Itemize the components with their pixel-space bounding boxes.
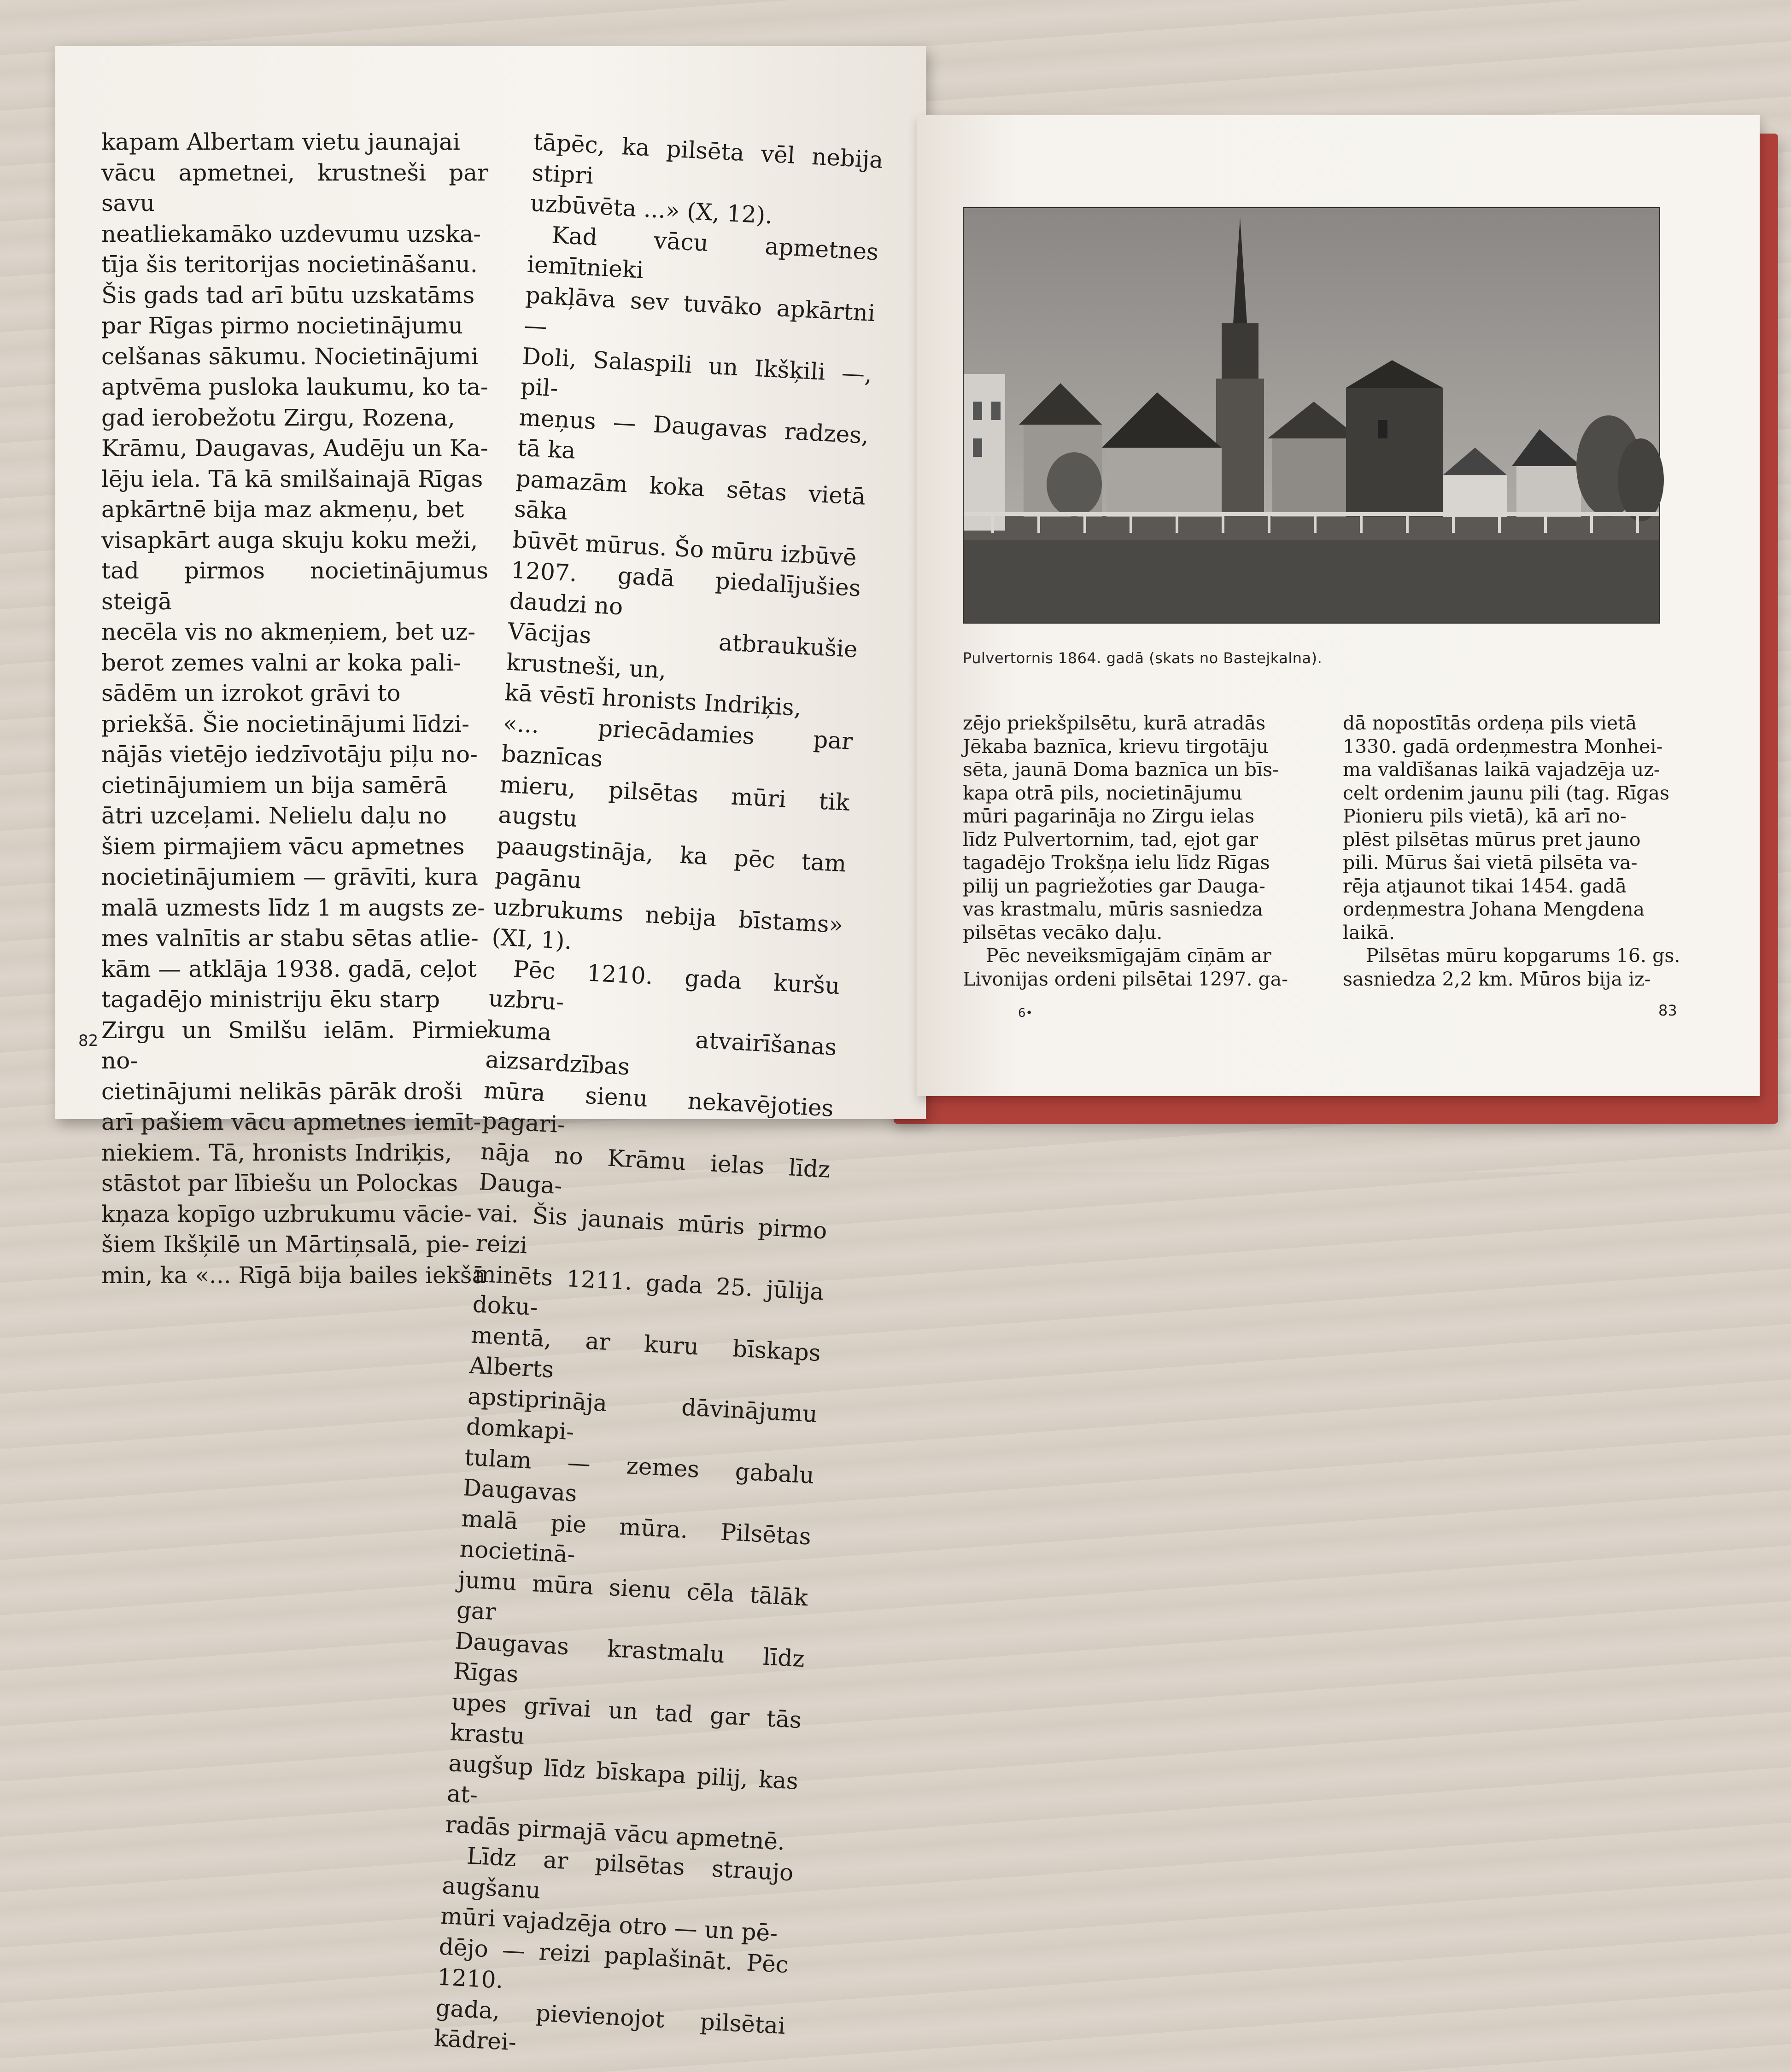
right-page bbox=[917, 115, 1760, 1096]
paragraph: Pēc 1210. gada kuršu uzbru- kuma atvairīšanas aizsardzības mūra sienu nekavējoties pagari- nāja no Krāmu ielas līdz Dauga- vai. Šis jaunais mūris pirmo reizi minēts 1211. gada 25. jūlija doku- mentā, ar kuru bīskaps Alberts apstiprināja dāvinājumu domkapi- tulam — zemes gabalu Daugavas malā pie mūra. Pilsētas nocietinā- jumu mūra sienu cēla tālāk gar Daugavas krastmalu līdz Rīgas upes grīvai un tad gar tās krastu augšup līdz bīskapa pilij, kas at- radās pirmajā vācu apmetnē. bbox=[445, 955, 841, 1856]
page-number: 83 bbox=[1658, 1002, 1677, 1019]
paragraph: Pilsētas mūru kopgarums 16. gs. sasniedza 2,2 km. Mūros bija iz- bbox=[1343, 945, 1680, 990]
right-page-column-2 bbox=[1343, 712, 1697, 991]
left-page-column-2 bbox=[433, 127, 884, 2072]
right-page-column-1 bbox=[963, 712, 1317, 991]
paragraph: dā nopostītās ordeņa pils vietā 1330. gadā ordeņmestra Monhei- ma valdīšanas laikā vajadzēja uz- celt ordenim jaunu pili (tag. Rīgas Pionieru pils vietā), kā arī no- plēst pilsētas mūrus pret jauno pili. Mūrus šai vietā pilsēta va- rēja atjaunot tikai 1454. gadā ordeņmestra Johana Mengdena laikā. bbox=[1343, 712, 1670, 944]
photo-illustration bbox=[964, 208, 1659, 623]
paragraph: Pēc neveiksmīgajām cīņām ar Livonijas ordeni pilsētai 1297. ga- bbox=[963, 945, 1288, 990]
page-number: 82 bbox=[78, 1032, 99, 1050]
left-page bbox=[55, 46, 926, 2056]
paragraph: Līdz ar pilsētas straujo augšanu mūri vajadzēja otro — un pē- dējo — reizi paplašināt. Pēc 1210. gada, pievienojot pilsētai kādrei- bbox=[433, 1842, 794, 2056]
paragraph: tāpēc, ka pilsēta vēl nebija stipri uzbūvēta ...» (X, 12). bbox=[529, 128, 884, 229]
photo-caption: Pulvertornis 1864. gadā (skats no Bastejkalna). bbox=[963, 649, 1323, 667]
paragraph: Kad vācu apmetnes iemītnieki pakļāva sev tuvāko apkārtni — Doli, Salaspili un Ikšķili —, pil- meņus — Daugavas radzes, tā ka pamazām koka sētas vietā sāka būvēt mūrus. Šo mūru izbūvē 1207. gadā piedalījušies daudzi no Vācijas atbraukušie krustneši, un, kā vēstī hronists Indriķis, «... priecādamies par baznīcas mieru, pilsētas mūri tik augstu paaugstināja, ka pēc tam pagānu uzbrukums nebija bīstams» (XI, 1). bbox=[491, 221, 879, 955]
signature-mark: 6• bbox=[1018, 1006, 1033, 1020]
left-page-column-1 bbox=[101, 127, 488, 1290]
pulvertornis-photo bbox=[963, 207, 1660, 624]
paragraph: kapam Albertam vietu jaunajai vācu apmetnei, krustneši par savu neatliekamāko uzdevumu uzska- tīja šis teritorijas nocietināšanu. Šis gads tad arī būtu uzskatāms par Rīgas pirmo nocietinājumu celšanas sākumu. Nocietinājumi aptvēma pusloka laukumu, ko ta- gad ierobežotu Zirgu, Rozena, Krāmu, Daugavas, Audēju un Ka- lēju iela. Tā kā smilšainajā Rīgas apkārtnē bija maz akmeņu, bet visapkārt auga skuju koku meži, tad pirmos nocietinājumus steigā necēla vis no akmeņiem, bet uz- berot zemes valni ar koka pali- sādēm un izrokot grāvi to priekšā. Šie nocietinājumi līdzi- nājās vietējo iedzīvotāju piļu no- cietinājumiem un bija samērā ātri uzceļami. Nelielu daļu no šiem pirmajiem vācu apmetnes nocietinājumiem — grāvīti, kura malā uzmests līdz 1 m augsts ze- mes valnītis ar stabu sētas atlie- kām — atklāja 1938. gadā, ceļot tagadējo ministriju ēku starp Zirgu un Smilšu ielām. Pirmie no- cietinājumi nelikās pārāk droši arī pašiem vācu apmetnes iemīt- niekiem. Tā, hronists Indriķis, stāstot par lībiešu un Polockas kņaza kopīgo uzbrukumu vācie- šiem Ikšķilē un Mārtiņsalā, pie- min, ka «... Rīgā bija bailes iekšā bbox=[101, 128, 488, 1289]
paragraph: zējo priekšpilsētu, kurā atradās Jēkaba baznīca, krievu tirgotāju sēta, jaunā Doma baznīca un bīs- kapa otrā pils, nocietinājumu mūri pagarināja no Zirgu ielas līdz Pulvertornim, tad, ejot gar tagadējo Trokšņa ielu līdz Rīgas pilij un pagriežoties gar Dauga- vas krastmalu, mūris sasniedza pilsētas vecāko daļu. bbox=[963, 712, 1279, 944]
